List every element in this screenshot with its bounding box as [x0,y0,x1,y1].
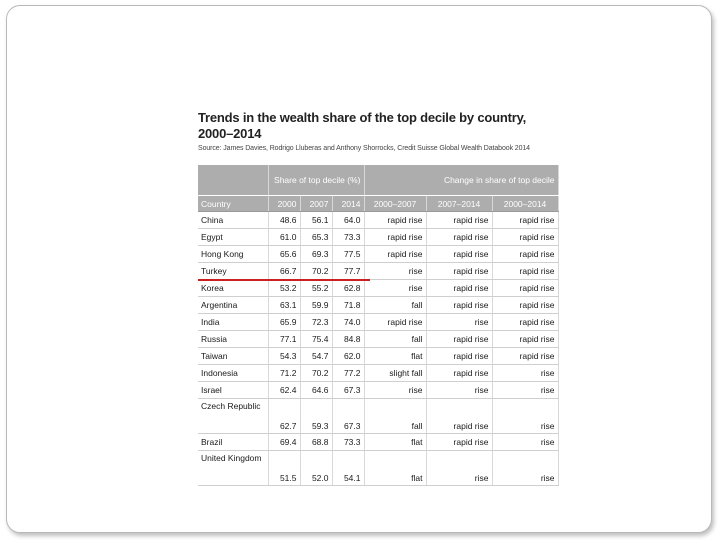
trend-cell: rapid rise [426,348,492,365]
value-cell: 77.2 [332,365,364,382]
country-cell: United Kingdom [198,451,268,486]
trend-cell: slight fall [364,365,426,382]
trend-cell: flat [364,451,426,486]
value-cell: 70.2 [300,263,332,280]
country-cell: Egypt [198,229,268,246]
trend-cell: rapid rise [426,212,492,229]
trend-cell: fall [364,331,426,348]
trend-cell: rapid rise [492,280,558,297]
value-cell: 75.4 [300,331,332,348]
value-cell: 84.8 [332,331,364,348]
trend-cell: rapid rise [492,348,558,365]
column-header: 2000–2007 [364,196,426,212]
figure-title: Trends in the wealth share of the top decile by country, 2000–2014 [198,110,527,141]
table-row [198,331,558,348]
trend-cell: fall [364,399,426,434]
trend-cell: rapid rise [492,229,558,246]
value-cell: 77.1 [268,331,300,348]
trend-cell: rapid rise [364,229,426,246]
column-header: 2000–2014 [492,196,558,212]
value-cell: 55.2 [300,280,332,297]
value-cell: 56.1 [300,212,332,229]
trend-cell: rapid rise [426,297,492,314]
trend-cell: rise [492,365,558,382]
value-cell: 65.9 [268,314,300,331]
column-header: 2014 [332,196,364,212]
country-cell: Argentina [198,297,268,314]
trend-cell: rise [492,399,558,434]
value-cell: 62.7 [268,399,300,434]
table-row [198,348,558,365]
value-cell: 71.8 [332,297,364,314]
value-cell: 64.6 [300,382,332,399]
value-cell: 69.4 [268,434,300,451]
trend-cell: rapid rise [364,314,426,331]
group-header-blank [198,165,268,196]
trend-cell: rapid rise [364,246,426,263]
value-cell: 51.5 [268,451,300,486]
table-row [198,399,558,434]
country-cell: Taiwan [198,348,268,365]
trend-cell: rise [492,382,558,399]
value-cell: 67.3 [332,399,364,434]
trend-cell: rapid rise [426,399,492,434]
value-cell: 48.6 [268,212,300,229]
table-row [198,263,558,280]
table-row [198,297,558,314]
group-header-row [198,165,558,196]
trend-cell: rapid rise [492,331,558,348]
value-cell: 59.3 [300,399,332,434]
trend-cell: rise [364,382,426,399]
table-row [198,280,558,297]
table-row [198,382,558,399]
value-cell: 61.0 [268,229,300,246]
value-cell: 69.3 [300,246,332,263]
value-cell: 70.2 [300,365,332,382]
trend-cell: rise [364,280,426,297]
value-cell: 54.7 [300,348,332,365]
wealth-share-table [198,165,559,486]
value-cell: 62.4 [268,382,300,399]
trend-cell: rise [426,314,492,331]
country-cell: India [198,314,268,331]
value-cell: 62.8 [332,280,364,297]
value-cell: 53.2 [268,280,300,297]
value-cell: 67.3 [332,382,364,399]
value-cell: 62.0 [332,348,364,365]
value-cell: 77.7 [332,263,364,280]
group-header-share: Share of top decile (%) [268,165,364,196]
table-row [198,229,558,246]
country-cell: Czech Republic [198,399,268,434]
trend-cell: rapid rise [426,263,492,280]
trend-cell: rapid rise [492,297,558,314]
figure-source: Source: James Davies, Rodrigo Lluberas and Anthony Shorrocks, Credit Suisse Global Wealth Databook 2014 [198,145,530,152]
value-cell: 65.3 [300,229,332,246]
trend-cell: rise [426,382,492,399]
trend-cell: rise [492,434,558,451]
table-row [198,212,558,229]
country-cell: Israel [198,382,268,399]
table-row [198,246,558,263]
trend-cell: rise [492,451,558,486]
value-cell: 65.6 [268,246,300,263]
value-cell: 73.3 [332,229,364,246]
table-row [198,365,558,382]
trend-cell: rapid rise [426,331,492,348]
trend-cell: rise [364,263,426,280]
value-cell: 66.7 [268,263,300,280]
table-body [198,212,558,486]
trend-cell: rapid rise [492,263,558,280]
trend-cell: rise [426,451,492,486]
value-cell: 74.0 [332,314,364,331]
value-cell: 64.0 [332,212,364,229]
country-cell: Hong Kong [198,246,268,263]
trend-cell: rapid rise [492,212,558,229]
table-row [198,434,558,451]
figure [198,110,560,486]
country-cell: Turkey [198,263,268,280]
value-cell: 52.0 [300,451,332,486]
trend-cell: rapid rise [426,434,492,451]
column-header: 2007 [300,196,332,212]
value-cell: 77.5 [332,246,364,263]
value-cell: 63.1 [268,297,300,314]
highlight-underline [198,279,370,281]
value-cell: 71.2 [268,365,300,382]
table-wrapper [198,165,560,486]
trend-cell: rapid rise [426,246,492,263]
trend-cell: rapid rise [492,314,558,331]
country-cell: Russia [198,331,268,348]
group-header-change: Change in share of top decile [364,165,558,196]
value-cell: 54.3 [268,348,300,365]
country-cell: China [198,212,268,229]
trend-cell: fall [364,297,426,314]
country-cell: Brazil [198,434,268,451]
table-row [198,314,558,331]
trend-cell: flat [364,434,426,451]
value-cell: 59.9 [300,297,332,314]
column-header: Country [198,196,268,212]
trend-cell: rapid rise [426,280,492,297]
country-cell: Indonesia [198,365,268,382]
trend-cell: rapid rise [426,229,492,246]
column-header: 2007–2014 [426,196,492,212]
trend-cell: rapid rise [364,212,426,229]
country-cell: Korea [198,280,268,297]
value-cell: 72.3 [300,314,332,331]
value-cell: 73.3 [332,434,364,451]
trend-cell: rapid rise [492,246,558,263]
column-header: 2000 [268,196,300,212]
value-cell: 68.8 [300,434,332,451]
value-cell: 54.1 [332,451,364,486]
column-header-row [198,196,558,212]
trend-cell: flat [364,348,426,365]
trend-cell: rapid rise [426,365,492,382]
table-row [198,451,558,486]
